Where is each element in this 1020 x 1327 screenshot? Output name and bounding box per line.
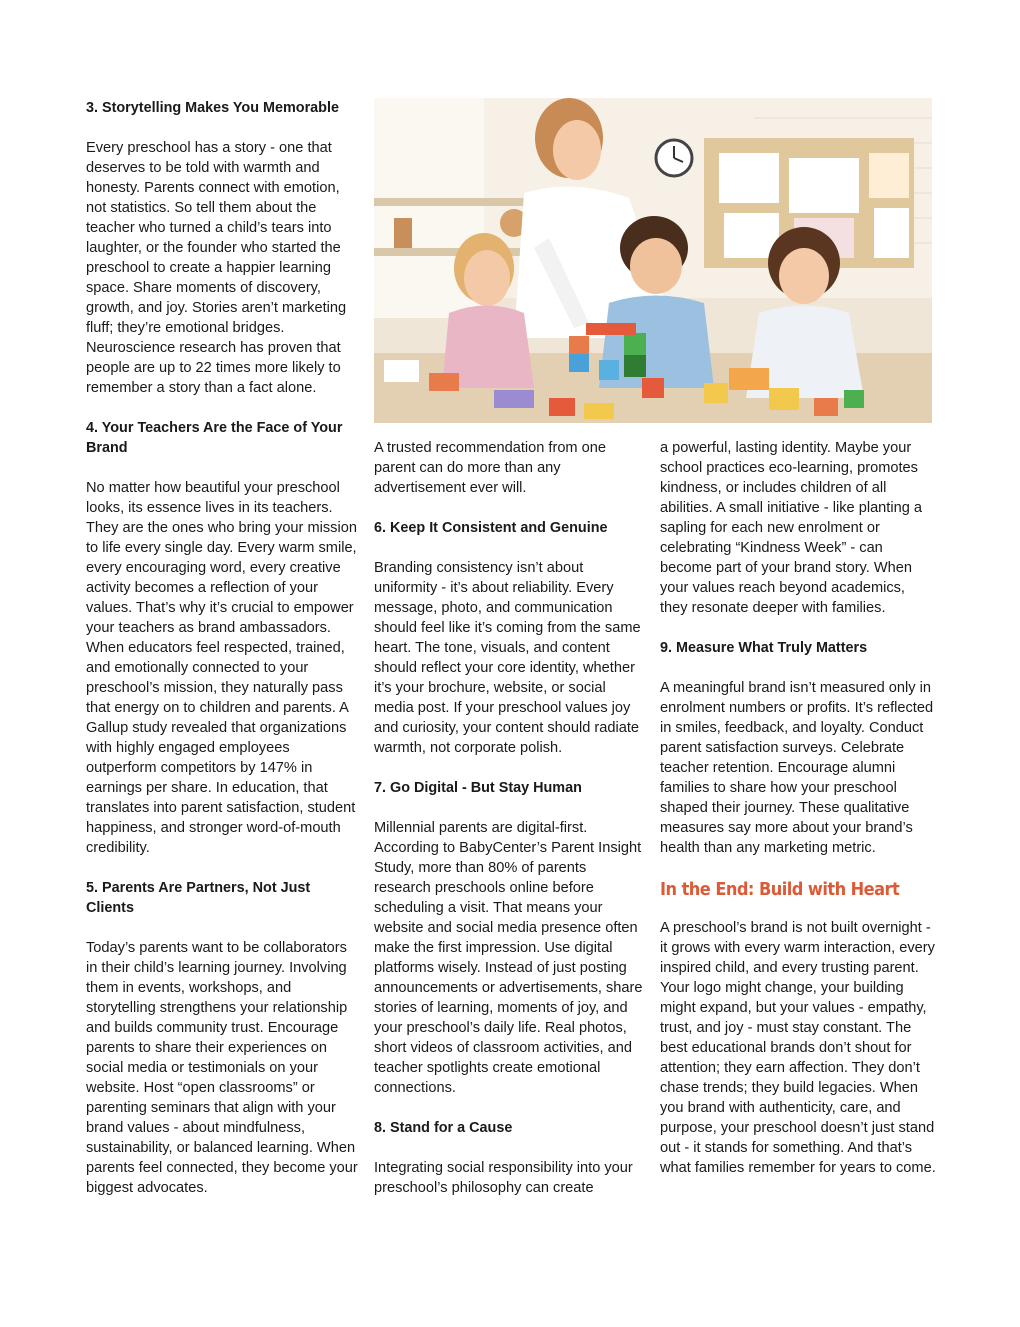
conclusion-heading: In the End: Build with Heart <box>660 879 900 900</box>
column-middle <box>374 438 646 1198</box>
section-4-body: No matter how beautiful your preschool looks, its essence lives in its teachers. They are the ones who bring your mission to life every single day. Every warm smile, every encouraging word, every creative activity becomes a reflection of your values. That’s why it’s crucial to empower your teachers as brand ambassadors. When educators feel respected, trained, and emotionally connected to your preschool’s mission, they naturally pass that energy on to children and parents. A Gallup study revealed that organizations with highly engaged employees outperform competitors by 147% in earnings per share. In education, that translates into parent satisfaction, student happiness, and stronger word-of-mouth credibility. <box>86 480 357 856</box>
section-7-body: Millennial parents are digital-first. According to BabyCenter’s Parent Insight Study, more than 80% of parents research preschools online before scheduling a visit. That means your website and social media presence often make the first impression. Use digital platforms wisely. Instead of just posting announcements or advertisements, share stories of learning, moments of joy, and your preschool’s daily life. Real photos, short videos of classroom activities, and teacher spotlights create emotional connections. <box>374 820 643 1096</box>
section-8-body: Integrating social responsibility into your preschool’s philosophy can create <box>374 1160 633 1196</box>
conclusion-body: A preschool’s brand is not built overnight - it grows with every warm interaction, every inspired child, and every trusting parent. Your logo might change, your building might expand, but your values - empathy, trust, and joy - must stay constant. The best educational brands don’t shout for attention; they earn affection. They don’t chase trends; they build legacies. When you brand with authenticity, care, and purpose, your preschool doesn’t just stand out - it stands for something. And that’s what families remember for years to come. <box>660 920 936 1176</box>
section-3-body: Every preschool has a story - one that deserves to be told with warmth and honesty. Parents connect with emotion, not statistics. So tell them about the teacher who turned a child’s tears into laughter, or the founder who started the preschool to create a happier learning space. Share moments of discovery, growth, and joy. Stories aren’t marketing fluff; they’re emotional bridges. Neuroscience research has proven that people are up to 22 times more likely to remember a story than a fact alone. <box>86 140 347 396</box>
section-8-continuation: a powerful, lasting identity. Maybe your school practices eco-learning, promotes kindness, or includes children of all abilities. A small initiative - like planting a sapling for each new enrolment or celebrating “Kindness Week” - can become part of your brand story. When your values reach beyond academics, they resonate deeper with families. <box>660 440 923 616</box>
section-5-heading: 5. Parents Are Partners, Not Just Clients <box>86 880 311 916</box>
section-5-body: Today’s parents want to be collaborators in their child’s learning journey. Involving them in events, workshops, and storytelling strengthens your relationship and builds community trust. Encourage parents to share their experiences on social media or testimonials on your website. Host “open classrooms” or parenting seminars that align with your brand values - about mindfulness, sustainability, or balanced learning. When parents feel connected, they become your biggest advocates. <box>86 940 358 1196</box>
section-9-heading: 9. Measure What Truly Matters <box>660 640 868 656</box>
section-6-body: Branding consistency isn’t about uniformity - it’s about reliability. Every message, photo, and communication should feel like it’s coming from the same heart. The tone, visuals, and content should reflect your core identity, whether it’s your brochure, website, or social media post. If your preschool values joy and curiosity, your content should radiate warmth, not corporate polish. <box>374 560 641 756</box>
section-5-continuation: A trusted recommendation from one parent can do more than any advertisement ever will. <box>374 440 606 496</box>
section-8-heading: 8. Stand for a Cause <box>374 1120 513 1136</box>
section-6-heading: 6. Keep It Consistent and Genuine <box>374 520 608 536</box>
column-left <box>86 98 362 1198</box>
section-9-body: A meaningful brand isn’t measured only in enrolment numbers or profits. It’s reflected in smiles, feedback, and loyalty. Conduct parent satisfaction surveys. Celebrate teacher retention. Encourage alumni families to share how your preschool shaped their journey. These qualitative measures say more about your brand’s health than any marketing metric. <box>660 680 934 856</box>
section-4-heading: 4. Your Teachers Are the Face of Your Brand <box>86 420 343 456</box>
section-7-heading: 7. Go Digital - But Stay Human <box>374 780 582 796</box>
classroom-photo <box>374 98 932 423</box>
section-3-heading: 3. Storytelling Makes You Memorable <box>86 100 339 116</box>
column-right <box>660 438 936 1178</box>
